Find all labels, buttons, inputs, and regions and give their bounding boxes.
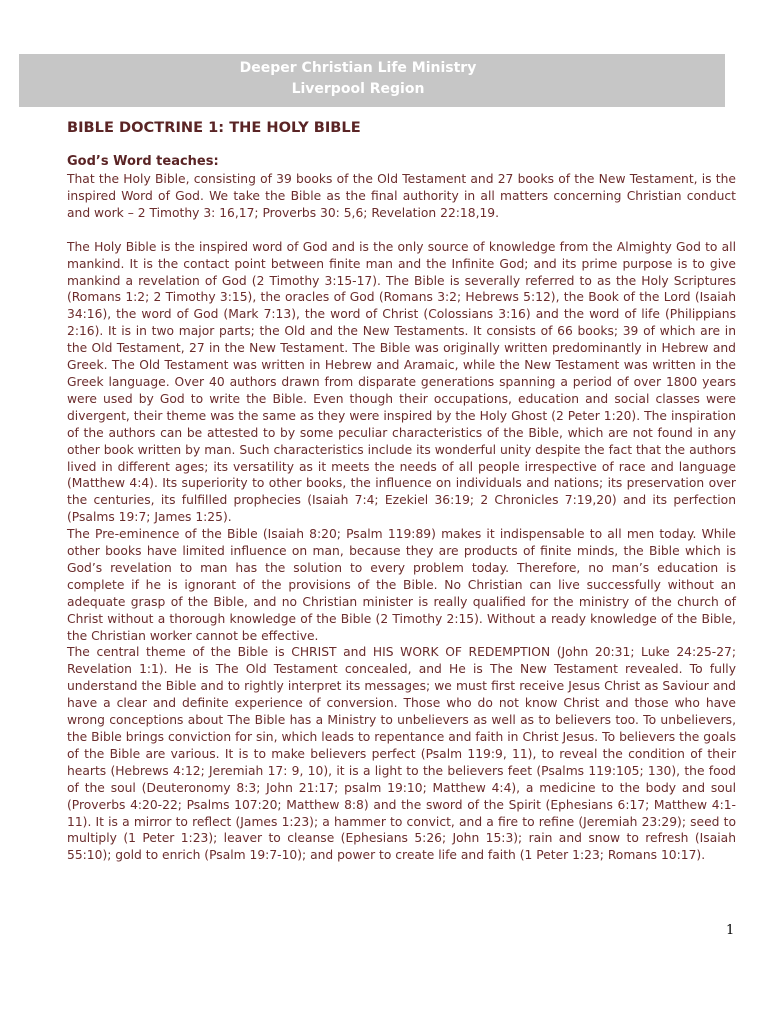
ministry-name: Deeper Christian Life Ministry — [239, 60, 477, 76]
paragraph-central-theme: The central theme of the Bible is CHRIST and HIS WORK OF REDEMPTION (John 20:31; Luke 24:25-27; Revelation 1:1). He is The Old Testament concealed, and He is The New Testament revealed. To fully understand the Bible and to rightly interpret its messages; we must first receive Jesus Christ as Saviour and have a clear and definite experience of conversion. Those who do not know Christ and those who have wrong conceptions about The Bible has a Ministry to unbelievers as well as to believers too. To unbelievers, the Bible brings conviction for sin, which leads to repentance and faith in Christ Jesus. To believers the goals of the Bible are various. It is to make believers perfect (Psalm 119:9, 11), to reveal the condition of their hearts (Hebrews 4:12; Jeremiah 17: 9, 10), it is a light to the believers feet (Psalms 119:105; 130), the food of the soul (Deuteronomy 8:3; John 21:17; psalm 19:10; Matthew 4:4), a medicine to the body and soul (Proverbs 4:20-22; Psalms 107:20; Matthew 8:8) and the sword of the Spirit (Ephesians 6:17; Matthew 4:1-11). It is a mirror to reflect (James 1:23); a hammer to convict, and a fire to refine (Jeremiah 23:29); seed to multiply (1 Peter 1:23); leaver to cleanse (Ephesians 5:26; John 15:3); rain and snow to refresh (Isaiah 55:10); gold to enrich (Psalm 19:7-10); and power to create life and faith (1 Peter 1:23; Romans 10:17). — [67, 645, 736, 863]
document-body — [67, 153, 736, 864]
header-banner — [19, 54, 725, 107]
document-title: BIBLE DOCTRINE 1: THE HOLY BIBLE — [67, 119, 361, 136]
page-number: 1 — [726, 923, 735, 938]
region-name: Liverpool Region — [291, 81, 425, 97]
paragraph-pre-eminence: The Pre-eminence of the Bible (Isaiah 8:20; Psalm 119:89) makes it indispensable to all men today. While other books have limited influence on man, because they are products of finite minds, the Bible which is God’s revelation to man has the solution to every problem today. Therefore, no man’s education is complete if he is ignorant of the provisions of the Bible. No Christian can live successfully without an adequate grasp of the Bible, and no Christian minister is really qualified for the ministry of the church of Christ without a thorough knowledge of the Bible (2 Timothy 2:15). Without a ready knowledge of the Bible, the Christian worker cannot be effective. — [67, 527, 736, 643]
paragraph-doctrine-statement: That the Holy Bible, consisting of 39 books of the Old Testament and 27 books of the New Testament, is the inspired Word of God. We take the Bible as the final authority in all matters concerning Christian conduct and work – 2 Timothy 3: 16,17; Proverbs 30: 5,6; Revelation 22:18,19. — [67, 172, 736, 220]
section-subheading: God’s Word teaches: — [67, 154, 219, 169]
paragraph-inspired-word: The Holy Bible is the inspired word of God and is the only source of knowledge from the Almighty God to all mankind. It is the contact point between finite man and the Infinite God; and its prime purpose is to give mankind a revelation of God (2 Timothy 3:15-17). The Bible is severally referred to as the Holy Scriptures (Romans 1:2; 2 Timothy 3:15), the oracles of God (Romans 3:2; Hebrews 5:12), the Book of the Lord (Isaiah 34:16), the word of God (Mark 7:13), the word of Christ (Colossians 3:16) and the word of life (Philippians 2:16). It is in two major parts; the Old and the New Testaments. It consists of 66 books; 39 of which are in the Old Testament, 27 in the New Testament. The Bible was originally written predominantly in Hebrew and Greek. The Old Testament was written in Hebrew and Aramaic, while the New Testament was written in the Greek language. Over 40 authors drawn from disparate generations spanning a period of over 1800 years were used by God to write the Bible. Even though their occupations, education and social classes were divergent, their theme was the same as they were inspired by the Holy Ghost (2 Peter 1:20). The inspiration of the authors can be attested to by some peculiar characteristics of the Bible, which are not found in any other book written by man. Such characteristics include its wonderful unity despite the fact that the authors lived in different ages; its versatility as it meets the needs of all people irrespective of race and language (Matthew 4:4). Its superiority to other books, the influence on individuals and nations; its preservation over the centuries, its fulfilled prophecies (Isaiah 7:4; Ezekiel 36:19; 2 Chronicles 7:19,20) and its perfection (Psalms 19:7; James 1:25). — [67, 239, 736, 525]
